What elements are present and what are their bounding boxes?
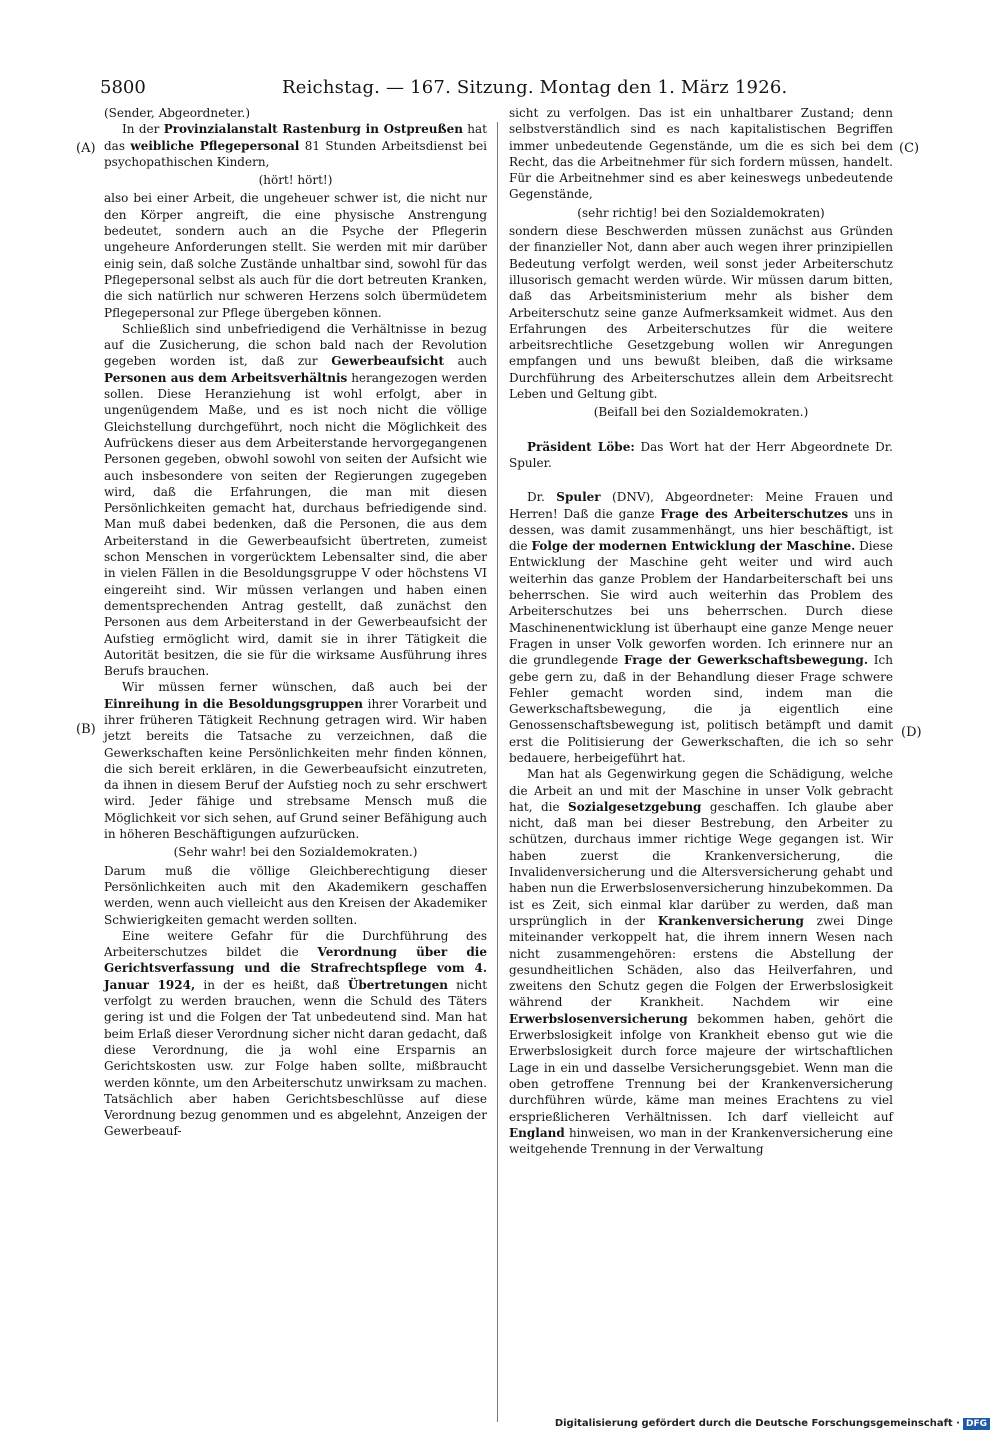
margin-marker-c: (C)	[899, 141, 920, 156]
dfg-logo: DFG	[963, 1418, 990, 1430]
speaker-caption: (Sender, Abgeordneter.)	[104, 106, 251, 120]
speaker-name: Spuler	[556, 490, 601, 505]
president-remark: Präsident Löbe: Das Wort hat der Herr Abgeordnete Dr. Spuler.	[509, 439, 893, 470]
right-column	[509, 105, 893, 1157]
paragraph: sondern diese Beschwerden müssen zunächst aus Gründen der finanzieller Not, dann aber auch wegen ihrer prinzipiellen Bedeutung verfolgt werden, weil sonst jeder Arbeiterschutz illusorisch gemacht werden würde. Wir müssen darum bitten, daß das Arbeitsministerium mehr als bisher dem Arbeiterschutz seine ganze Aufmerksamkeit widmet. Aus den Erfahrungen des Arbeiterschutzes für die weitere arbeitsrechtliche Gesetzgebung wollen wir Anregungen empfangen und uns bewußt bleiben, daß die wirksame Durchführung des Arbeiterschutzes allein dem Arbeitsrecht Leben und Geltung gibt.	[509, 224, 893, 402]
running-header: Reichstag. — 167. Sitzung. Montag den 1. März 1926.	[282, 77, 788, 98]
column-divider	[497, 122, 498, 1422]
interjection: (Beifall bei den Sozialdemokraten.)	[593, 405, 809, 420]
margin-marker-d: (D)	[901, 725, 922, 740]
margin-marker-a: (A)	[76, 141, 96, 156]
funding-text: Digitalisierung gefördert durch die Deutsche Forschungsgemeinschaft	[554, 1418, 953, 1429]
paragraph: sicht zu verfolgen. Das ist ein unhaltbarer Zustand; denn selbstverständlich sind es nach kapitalistischen Begriffen immer unbedeutende Gegenstände, um die es sich bei dem Recht, das die Arbeitnehmer für sich fordern müssen, handelt. Für die Arbeitnehmer sind es aber keineswegs unbedeutende Gegenstände,	[509, 106, 893, 202]
paragraph: Wir müssen ferner wünschen, daß auch bei der Einreihung in die Besoldungsgruppen ihrer Vorarbeit und ihrer früheren Tätigkeit Rechnung getragen wird. Wir haben jetzt bereits die Tatsache zu verzeichnen, daß die Gewerkschaften keine Persönlichkeiten mehr finden können, die sich bereit erklären, in die Gewerbeaufsicht einzutreten, da ihnen in diesem Beruf der Aufstieg noch zu sehr erschwert wird. Jeder fähige und strebsame Mensch muß die Möglichkeit vor sich sehen, auf Grund seiner Befähigung auch in höheren Beschäftigungen aufzurücken.	[104, 680, 487, 842]
paragraph: Eine weitere Gefahr für die Durchführung des Arbeiterschutzes bildet die Verordnung über die Gerichtsverfassung und die Strafrechtspflege vom 4. Januar 1924, in der es heißt, daß Übertretungen nicht verfolgt zu werden brauchen, wenn die Schuld des Täters gering ist und die Folgen der Tat unbedeutend sind. Man hat beim Erlaß dieser Verordnung sicher nicht daran gedacht, daß diese Verordnung, die ja wohl eine Ersparnis an Gerichtskosten usw. zur Folge haben sollte, mißbraucht werden könnte, um den Arbeiterschutz unwirksam zu machen. Tatsächlich aber haben Gerichtsbeschlüsse auf diese Verordnung bezug genommen und es abgelehnt, Anzeigen der Gewerbeauf-	[104, 928, 488, 1139]
interjection: (sehr richtig! bei den Sozialdemokraten)	[577, 205, 825, 220]
interjection: (Sehr wahr! bei den Sozialdemokraten.)	[173, 845, 418, 860]
paragraph: In der Provinzialanstalt Rastenburg in Ostpreußen hat das weibliche Pflegepersonal 81 Stunden Arbeitsdienst bei psychopathischen Kindern,	[104, 122, 488, 169]
paragraph: Schließlich sind unbefriedigend die Verhältnisse in bezug auf die Zusicherung, die schon bald nach der Revolution gegeben worden ist, daß zur Gewerbeaufsicht auch Personen aus dem Arbeitsverhältnis herangezogen werden sollen. Diese Heranziehung ist wohl erfolgt, aber in ungenügendem Maße, und es ist noch nicht die völlige Gleichstellung durchgeführt, noch nicht die Möglichkeit des Aufrückens dieser aus dem Arbeiterstande hervorgegangenen Personen gegeben, obwohl sowohl von seiten der Aufsicht wie auch insbesondere von seiten der Regierungen zugegeben wird, daß die Erfahrungen, die man mit diesen Persönlichkeiten gemacht hat, durchaus befriedigende sind. Man muß dabei bedenken, daß die Personen, die aus dem Arbeiterstand in die Gewerbeaufsicht übertreten, zumeist schon Menschen in vorgerücktem Lebensalter sind, die aber in vielen Fällen in die Besoldungsgruppe V oder höchstens VI eingereiht sind. Wir müssen verlangen und haben einen dementsprechenden Antrag gestellt, daß zunächst den Personen aus dem Arbeiterstand in der Gewerbeaufsicht der Aufstieg ermöglicht wird, damit sie in ihrer Tätigkeit die Autorität besitzen, die sie für die wirksame Ausführung ihres Berufs brauchen.	[104, 321, 487, 679]
funding-notice: Digitalisierung gefördert durch die Deutsche Forschungsgemeinschaft · DFG	[555, 1418, 990, 1430]
speech-opening: Dr. Spuler (DNV), Abgeordneter: Meine Frauen und Herren! Daß die ganze Frage des Arbeiterschutzes uns in dessen, was damit zusammenhängt, uns hier beschäftigt, ist die Folge der modernen Entwicklung der Maschine. Diese Entwicklung der Maschine geht weiter und wird auch weiterhin das ganze Problem der Handarbeiterschaft bei uns beherrschen. Sie wird auch weiterhin das Problem des Arbeiterschutzes bei uns beherrschen. Durch diese Maschinenentwicklung ist überhaupt eine ganze Menge neuer Fragen in unser Volk geworfen worden. Ich erinnere nur an die grundlegende Frage der Gewerkschaftsbewegung. Ich gebe gern zu, daß in der Behandlung dieser Frage schwere Fehler gemacht worden sind, indem man die Gewerkschaftsbewegung, die ja eigentlich eine Genossenschaftsbewegung ist, politisch betämpft und damit erst die Politisierung der Gewerkschaften, die ich so sehr bedauere, herbeigeführt hat.	[509, 490, 894, 765]
paragraph: Darum muß die völlige Gleichberechtigung dieser Persönlichkeiten auch mit den Akademikern geschaffen werden, wenn auch vielleicht aus den Kreisen der Akademiker Schwierigkeiten gemacht werden sollten.	[104, 863, 487, 927]
paragraph: also bei einer Arbeit, die ungeheuer schwer ist, die nicht nur den Körper angreift, die eine physische Anstrengung bedeutet, sondern auch an die Psyche der Pflegerin ungeheure Anforderungen stellt. Sie werden mit mir darüber einig sein, daß solche Zustände unhaltbar sind, sowohl für das Pflegepersonal selbst als auch für die dort betreuten Kranken, die sich natürlich nur schweren Herzens solch übermüdetem Pflegepersonal zur Pflege übergeben können.	[104, 191, 487, 320]
interjection: (hört! hört!)	[258, 173, 333, 188]
margin-marker-b: (B)	[76, 722, 96, 737]
paragraph: Man hat als Gegenwirkung gegen die Schädigung, welche die Arbeit an und mit der Maschine in unser Volk gebracht hat, die Sozialgesetzgebung geschaffen. Ich glaube aber nicht, daß man bei dieser Bestrebung, den Arbeiter zu schützen, durchaus immer richtige Wege gegangen ist. Wir haben zuerst die Krankenversicherung, die Invalidenversicherung und die Altersversicherung gehabt und haben nun die Erwerbslosenversicherung hinzubekommen. Da ist es Zeit, sich einmal klar darüber zu werden, daß man ursprünglich in der Krankenversicherung zwei Dinge miteinander verkoppelt hat, die ihrem innern Wesen nach nicht zusammengehören: erstens die Abstellung der gesundheitlichen Schäden, also das Heilverfahren, und zweitens den Schutz gegen die Folgen der Erwerbslosigkeit während der Krankheit. Nachdem wir eine Erwerbslosenversicherung bekommen haben, gehört die Erwerbslosigkeit infolge von Krankheit ebenso gut wie die Erwerbslosigkeit durch force majeure der wirtschaftlichen Lage in ein und dasselbe Versicherungsgebiet. Wenn man die oben getroffene Trennung bei der Krankenversicherung durchführen würde, käme man meines Erachtens zu viel ersprießlicheren Verhältnissen. Ich darf vielleicht auf England hinweisen, wo man in der Krankenversicherung eine weitgehende Trennung in der Verwaltung	[509, 767, 893, 1157]
left-column	[104, 105, 487, 1140]
page-number: 5800	[100, 77, 146, 98]
speaker-name: Präsident Löbe:	[527, 439, 635, 454]
